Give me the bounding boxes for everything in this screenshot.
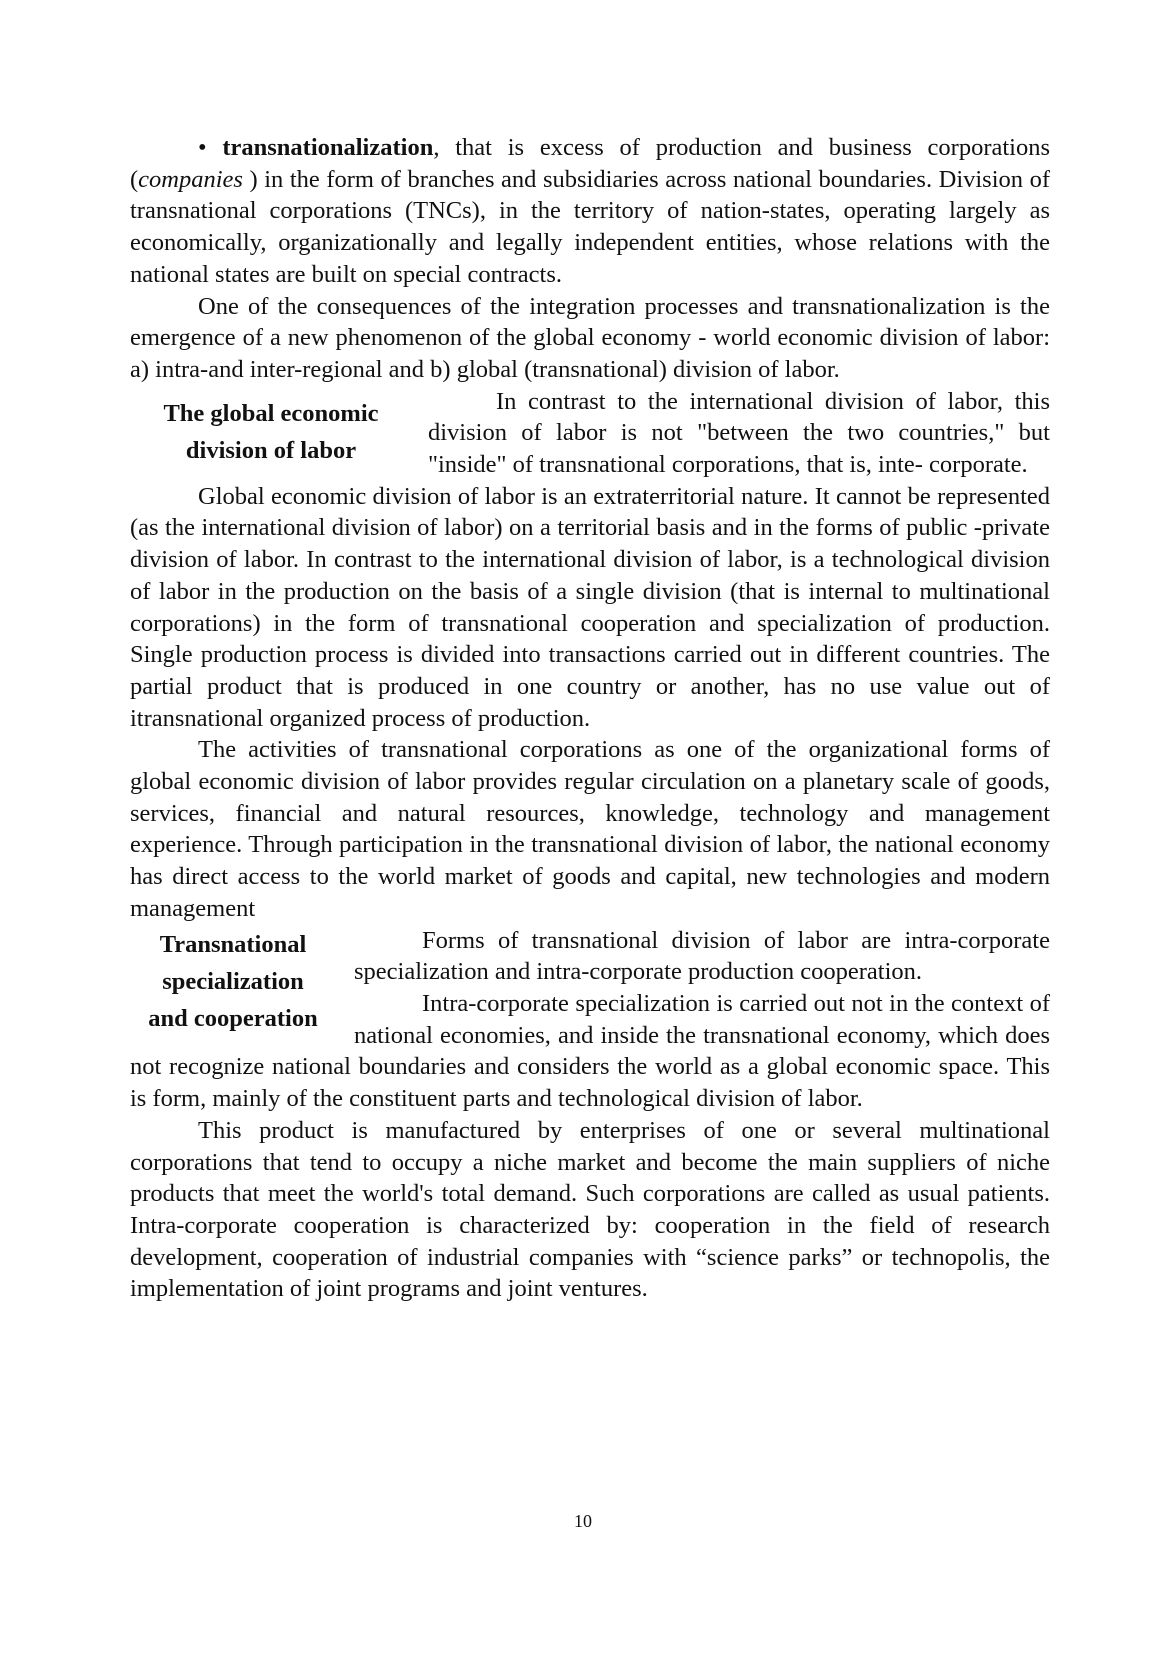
paragraph-extraterritorial: Global economic division of labor is an extraterritorial nature. It cannot be represented (as the international division of labor) on a territorial basis and in the forms of public -private division of labor. In contrast to the international division of labor, is a technological division of labor in the production on the basis of a single division (that is internal to multinational corporations) in the form of transnational cooperation and specialization of production. Single production process is divided into transactions carried out in different countries. The partial product that is produced in one country or another, has no use value out of itransnational organized process of production. xyxy=(130,482,1050,732)
side-heading-global-division: The global economic division of labor xyxy=(163,399,379,464)
paragraph-contrast: In contrast to the international division of labor, this division of labor is not "between the two countries," but "inside" of transnational corporations, that is, inte- corporate. xyxy=(428,387,1050,479)
page-number: 10 xyxy=(574,1511,592,1531)
term-transnationalization: transnationalization xyxy=(222,134,434,161)
side-heading-specialization-cooperation: Transnational specialization and cooperation xyxy=(148,930,318,1032)
page-body xyxy=(130,132,1050,1305)
paragraph-niche-products: This product is manufactured by enterprises of one or several multinational corporations that tend to occupy a niche market and become the main suppliers of niche products that meet the world's total demand. Such corporations are called as usual patients. Intra-corporate cooperation is characterized by: cooperation in the field of research development, cooperation of industrial companies with “science parks” or technopolis, the implementation of joint programs and joint ventures. xyxy=(130,1116,1050,1303)
paragraph-transnationalization: • transnationalization, that is excess of production and business corporations (companies ) in the form of branches and subsidiaries across national boundaries. Division of transnational corporations (TNCs), in the territory of nation-states, operating largely as economically, organizationally and legally independent entities, whose relations with the national states are built on special contracts. xyxy=(130,134,1051,288)
paragraph-consequences: One of the consequences of the integration processes and transnationalization is the emergence of a new phenomenon of the global economy - world economic division of labor: a) intra-and inter-regional and b) global (transnational) division of labor. xyxy=(130,292,1050,383)
paragraph-forms: Forms of transnational division of labor are intra-corporate specialization and intra-corporate production cooperation. xyxy=(354,926,1050,986)
bullet: • xyxy=(198,134,223,161)
term-companies: companies xyxy=(138,165,243,193)
paragraph-intra-corporate-specialization: Intra-corporate specialization is carried out not in the context of national economies, and inside the transnational economy, which does not recognize national boundaries and considers the world as a global economic space. This is form, mainly of the constituent parts and technological division of labor. xyxy=(130,989,1050,1113)
paragraph-tnc-activities: The activities of transnational corporations as one of the organizational forms of global economic division of labor provides regular circulation on a planetary scale of goods, services, financial and natural resources, knowledge, technology and management experience. Through participation in the transnational division of labor, the national economy has direct access to the world market of goods and capital, new technologies and modern management xyxy=(130,736,1050,922)
